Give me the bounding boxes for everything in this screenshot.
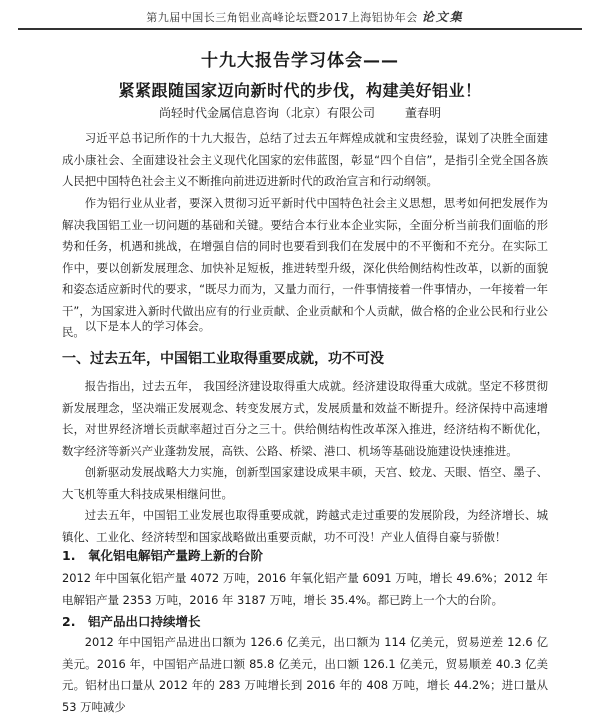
subsection-heading-2 bbox=[62, 612, 548, 630]
section-heading-1: 一、过去五年，中国铝工业取得重要成就，功不可没 bbox=[62, 351, 384, 367]
running-header-title: 第九届中国长三角铝业高峰论坛暨2017上海铝协年会 bbox=[146, 11, 418, 24]
section1-paragraph-3: 过去五年，中国铝工业发展也取得重要成就，跨越式走过重要的发展阶段，为经济增长、城镇化、工业化、经济转型和国家战略做出重要贡献，功不可没！产业人值得自豪与骄傲！ bbox=[62, 508, 548, 544]
subsection-number-2: 2. bbox=[62, 614, 76, 629]
subsection-heading-1 bbox=[62, 546, 548, 564]
subsection1-paragraph: 2012 年中国氧化铝产量 4072 万吨，2016 年氧化铝产量 6091 万吨，增长 49.6%；2012 年电解铝产量 2353 万吨，2016 年 3187 万吨，增长 35.4%。都已跨上一个大的台阶。 bbox=[62, 571, 548, 607]
intro-paragraph-1: 习近平总书记所作的十九大报告，总结了过去五年辉煌成就和宝贵经验，谋划了决胜全面建成小康社会、全面建设社会主义现代化国家的宏伟蓝图，彰显“四个自信”，是指引全党全国各族人民把中国特色社会主义不断推向前进迈进新时代的政治宣言和行动纲领。 bbox=[62, 131, 548, 188]
subsection-title-2: 铝产品出口持续增长 bbox=[88, 614, 201, 629]
running-header bbox=[18, 8, 582, 30]
author-organization: 尚轻时代金属信息咨询（北京）有限公司 bbox=[158, 106, 375, 120]
subsection2-paragraph: 2012 年中国铝产品进出口额为 126.6 亿美元，出口额为 114 亿美元，贸易逆差 12.6 亿美元。2016 年，中国铝产品进口额 85.8 亿美元，出口额 126.1 亿美元，贸易顺差 40.3 亿美元。铝材出口量从 2012 年的 283 万吨增长到 2016 年的 408 万吨，增长 44.2%；进口量从 53 万吨减少 bbox=[62, 635, 548, 714]
article-title: 十九大报告学习体会—— bbox=[201, 51, 399, 71]
author-line bbox=[0, 104, 600, 121]
section1-paragraph-2: 创新驱动发展战略大力实施，创新型国家建设成果丰硕，天宫、蛟龙、天眼、悟空、墨子、大飞机等重大科技成果相继问世。 bbox=[62, 465, 548, 501]
running-header-label: 论文集 bbox=[421, 10, 464, 24]
article-subtitle: 紧紧跟随国家迈向新时代的步伐，构建美好铝业！ bbox=[118, 81, 482, 100]
author-name: 董春明 bbox=[405, 106, 442, 120]
section1-paragraph-1: 报告指出，过去五年， 我国经济建设取得重大成就。经济建设取得重大成就。坚定不移贯彻新发展理念，坚决端正发展观念、转变发展方式，发展质量和效益不断提升。经济保持中高速增长，对世界经济增长贡献率超过百分之三十。供给侧结构性改革深入推进，经济结构不断优化，数字经济等新兴产业蓬勃发展，高铁、公路、桥梁、港口、机场等基础设施建设快速推进。 bbox=[62, 379, 548, 458]
intro-paragraph-3: 以下是本人的学习体会。 bbox=[84, 319, 211, 333]
subsection-title-1: 氧化铝电解铝产量跨上新的台阶 bbox=[88, 548, 264, 563]
subsection-number-1: 1. bbox=[62, 548, 76, 563]
intro-paragraph-2: 作为铝行业从业者，要深入贯彻习近平新时代中国特色社会主义思想，思考如何把发展作为解决我国铝工业一切问题的基础和关键。要结合本行业本企业实际，全面分析当前我们面临的形势和任务，机遇和挑战，在增强自信的同时也要看到我们在发展中的不平衡和不充分。在实际工作中，要以创新发展理念、加快补足短板，推进转型升级，深化供给侧结构性改革，以新的面貌和姿态适应新时代的要求，“既尽力而为，又量力而行，一件事情接着一件事情办，一年接着一年干”，为国家进入新时代做出应有的行业贡献、企业贡献和个人贡献，做合格的企业公民和行业公民。 bbox=[62, 196, 548, 339]
